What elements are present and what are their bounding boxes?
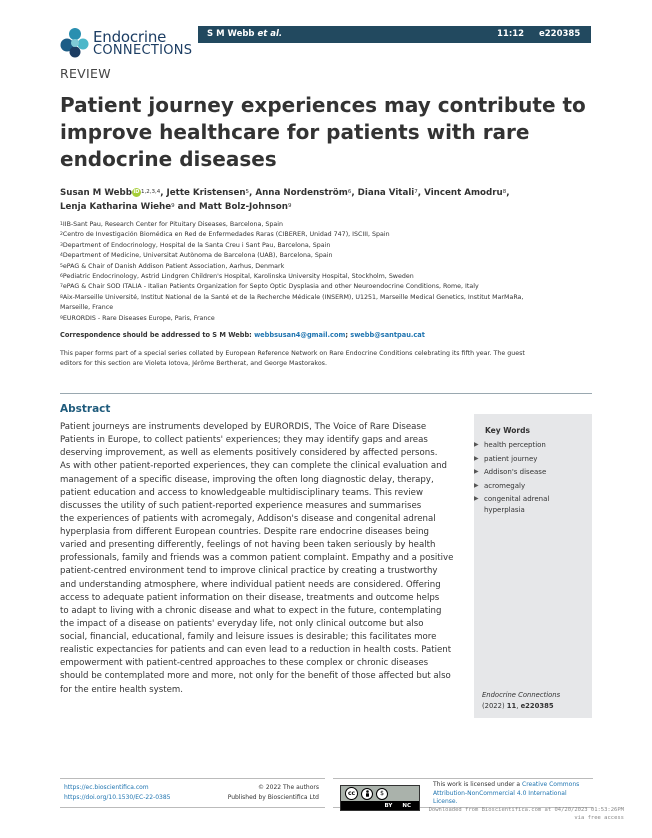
- article-type-label: REVIEW: [60, 66, 111, 81]
- affiliation-item: $^2$Centro de Investigación Biomédica en Red de Enfermedades Raras (CIBERER, Unidad 747), ISCIII, Spain: [60, 231, 390, 239]
- affiliation-item: $^3$Department of Endocrinology, Hospital de la Santa Creu i Sant Pau, Barcelona, Spain: [60, 241, 331, 249]
- running-header-article-id: e220385: [539, 29, 581, 39]
- keyword-item[interactable]: ▶ acromegaly: [474, 481, 526, 490]
- running-header-bar: [198, 26, 591, 43]
- special-series-note: This paper forms part of a special series collated by European Reference Network on Rare Endocrine Conditions celebrating its fifth year. The guest editors for this section are Violeta Iotova, Jérôme Bertherat, and George Mastorakos.: [60, 350, 525, 367]
- running-header-page: 11:12: [497, 29, 525, 39]
- person-icon: [361, 788, 373, 800]
- affiliation-item: $^5$ePAG & Chair of Danish Addison Patient Association, Aarhus, Denmark: [60, 262, 285, 270]
- noncommercial-icon: $: [376, 788, 388, 800]
- article-title: Patient journey experiences may contribute to improve healthcare for patients with rare endocrine diseases: [60, 93, 586, 171]
- affiliation-item: $^7$ePAG & Chair SOD ITALIA - Italian Patients Organization for Septo Optic Dysplasia and other Neuroendocrine Conditions, Rome, Italy: [60, 283, 479, 291]
- license-link[interactable]: Attribution-NonCommercial 4.0 International License.: [433, 789, 567, 806]
- affiliation-item: $^6$Pediatric Endocrinology, Astrid Lindgren Children's Hospital, Karolinska University Hospital, Stockholm, Sweden: [60, 273, 414, 281]
- copyright-text: © 2022 The authors: [257, 784, 319, 791]
- keyword-item[interactable]: ▶ health perception: [474, 441, 546, 449]
- affiliation-item: $^9$EURORDIS - Rare Diseases Europe, Paris, France: [60, 314, 215, 322]
- nc-label: NC: [402, 802, 411, 809]
- author-name[interactable]: Diana Vitali: [357, 188, 415, 198]
- author-name[interactable]: Jette Kristensen: [166, 188, 246, 198]
- license-link[interactable]: Creative Commons: [522, 781, 580, 788]
- running-header-author: S M Webb et al.: [207, 29, 283, 39]
- email-link[interactable]: webbsusan4@gmail.com: [254, 331, 346, 339]
- affiliation-item: Marseille, France: [60, 304, 114, 312]
- logo-name: Endocrine: [93, 28, 167, 46]
- orcid-icon[interactable]: iD: [133, 189, 140, 195]
- publisher-text: Published by Bioscientifica Ltd: [227, 793, 319, 801]
- affiliations: [60, 220, 600, 324]
- keywords-heading: Key Words: [485, 426, 530, 435]
- triangle-bullet-icon: ▶: [474, 481, 479, 489]
- triangle-bullet-icon: ▶: [474, 468, 479, 476]
- creative-commons-icon: cc: [345, 787, 358, 800]
- author-name[interactable]: Vincent Amodru: [424, 188, 503, 198]
- triangle-bullet-icon: ▶: [474, 495, 479, 503]
- author-list: [60, 186, 580, 214]
- affiliation-item: $^8$Aix-Marseille Université, Institut National de la Santé et de la Recherche Médicale (INSERM), U1251, Marseille Medical Genetics, Institut MarMaRa,: [60, 293, 524, 301]
- keyword-item[interactable]: ▶ patient journey: [474, 454, 538, 463]
- logo-circles-icon: [58, 26, 92, 58]
- email-link[interactable]: swebb@santpau.cat: [350, 331, 425, 339]
- license-block: [333, 778, 593, 808]
- author-name[interactable]: Susan M Webb: [60, 188, 132, 198]
- correspondence: Correspondence should be addressed to S M Webb: webbsusan4@gmail.com; swebb@santpau.cat: [60, 331, 425, 339]
- by-label: BY: [384, 802, 393, 809]
- download-watermark: Downloaded from Bioscientifica.com at 04/20/2023 01:53:26PM via free access: [428, 807, 624, 821]
- triangle-bullet-icon: ▶: [474, 441, 479, 448]
- doi-link[interactable]: https://doi.org/10.1530/EC-22-0385: [64, 793, 171, 801]
- footer-links: [60, 778, 325, 808]
- affiliation-item: $^1$IIB-Sant Pau, Research Center for Pituitary Diseases, Barcelona, Spain: [60, 221, 283, 228]
- author-line-1: Susan M Webb iD $^{1,2,3,4}$, Jette Kristensen$^5$, Anna Nordenström$^6$, Diana Vitali$^7$, Vincent Amodru$^8$,: [60, 188, 510, 198]
- license-text: This work is licensed under a Creative Commons Attribution-NonCommercial 4.0 International License.: [433, 781, 580, 806]
- author-line-2: Lenja Katharina Wiehe$^9$ and Matt Bolz-Johnson$^9$: [60, 202, 292, 212]
- cc-by-nc-badge[interactable]: [340, 785, 420, 811]
- triangle-bullet-icon: ▶: [474, 454, 479, 462]
- keywords-box: [474, 414, 592, 718]
- author-name[interactable]: Lenja Katharina Wiehe: [60, 202, 172, 212]
- affiliation-item: $^4$Department of Medicine, Universitat Autònoma de Barcelona (UAB), Barcelona, Spain: [60, 252, 333, 260]
- author-name[interactable]: Matt Bolz-Johnson: [198, 202, 288, 212]
- journal-url-link[interactable]: https://ec.bioscientifica.com: [64, 784, 149, 791]
- keywords-list: [474, 440, 592, 519]
- author-name[interactable]: Anna Nordenström: [255, 188, 348, 198]
- keyword-item[interactable]: ▶ congenital adrenal hyperplasia: [474, 495, 550, 514]
- journal-logo[interactable]: [58, 24, 198, 60]
- logo-subtitle: CONNECTIONS: [93, 43, 193, 58]
- abstract-heading: Abstract: [60, 403, 111, 415]
- section-divider: [60, 393, 592, 394]
- abstract-body: Patient journeys are instruments developed by EURORDIS, The Voice of Rare Disease Patients in Europe, to collect patients' experiences; they may identify gaps and areas deserving improvement, as well as elements positively considered by affected persons. As with other patient-reported experiences, they can complete the clinical evaluation and management of a specific disease, improving the often long diagnostic delay, therapy, patient education and access to knowledgeable multidisciplinary teams. This review discusses the utility of such patient-reported experience measures and summarises the experiences of patients with acromegaly, Addison's disease and congenital adrenal hyperplasia from different European countries. Despite rare endocrine diseases being varied and presenting differently, feelings of not having been taken seriously by health professionals, family and friends was a common patient complaint. Empathy and a positive patient-centred environment tend to improve clinical practice by creating a trustworthy and understanding atmosphere, where individual patient needs are considered. Offering access to adequate patient information on their disease, treatments and outcome helps to adapt to living with a chronic disease and what to expect in the future, contemplating the impact of a disease on patients' everyday life, not only clinical outcome but also social, financial, educational, family and leisure issues is desirable; this facilitates more realistic expectancies for patients and can even lead to a reduction in health costs. Patient empowerment with patient-centred approaches to these complex or chronic diseases should be contemplated more and more, not only for the benefit of those affected but also for the entire health system.: [60, 422, 454, 695]
- journal-citation: Endocrine Connections (2022) 11, e220385: [474, 690, 592, 712]
- keyword-item[interactable]: ▶ Addison's disease: [474, 468, 547, 477]
